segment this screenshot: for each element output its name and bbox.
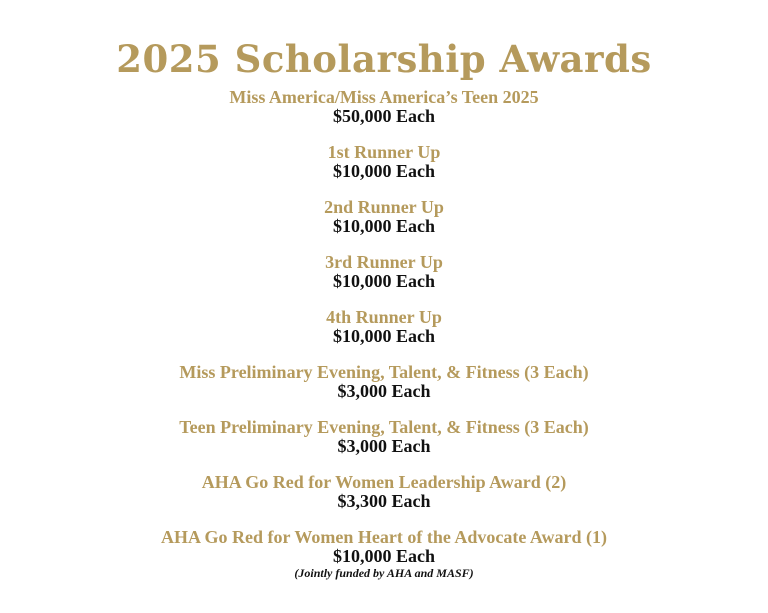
award-item-aha-heart-of-advocate (0, 528, 768, 583)
award-item-3rd-runner-up (0, 253, 768, 308)
page-title: 2025 Scholarship Awards (116, 37, 652, 81)
award-amount: $3,000 Each (337, 436, 431, 456)
award-item-miss-preliminary (0, 363, 768, 418)
award-name: AHA Go Red for Women Heart of the Advocate Award (1) (161, 527, 607, 547)
award-amount: $10,000 Each (332, 326, 435, 346)
award-name: 3rd Runner Up (325, 252, 443, 272)
award-name: Miss America/Miss America’s Teen 2025 (229, 87, 539, 107)
award-name: AHA Go Red for Women Leadership Award (2) (201, 472, 567, 492)
award-item-teen-preliminary (0, 418, 768, 473)
award-amount: $3,300 Each (337, 491, 431, 511)
award-name: Miss Preliminary Evening, Talent, & Fitness (3 Each) (179, 362, 589, 382)
award-amount: $10,000 Each (332, 161, 435, 181)
award-amount: $10,000 Each (332, 271, 435, 291)
award-amount: $50,000 Each (332, 106, 435, 126)
awards-list (0, 88, 768, 583)
award-name: Teen Preliminary Evening, Talent, & Fitness (3 Each) (179, 417, 589, 437)
award-funding-note: (Jointly funded by AHA and MASF) (294, 566, 474, 580)
award-item-miss-america (0, 88, 768, 143)
award-amount: $3,000 Each (337, 381, 431, 401)
award-name: 2nd Runner Up (324, 197, 444, 217)
award-name: 1st Runner Up (327, 142, 441, 162)
award-item-4th-runner-up (0, 308, 768, 363)
award-item-1st-runner-up (0, 143, 768, 198)
award-item-2nd-runner-up (0, 198, 768, 253)
award-item-aha-leadership (0, 473, 768, 528)
award-amount: $10,000 Each (332, 546, 435, 566)
award-amount: $10,000 Each (332, 216, 435, 236)
award-name: 4th Runner Up (326, 307, 442, 327)
